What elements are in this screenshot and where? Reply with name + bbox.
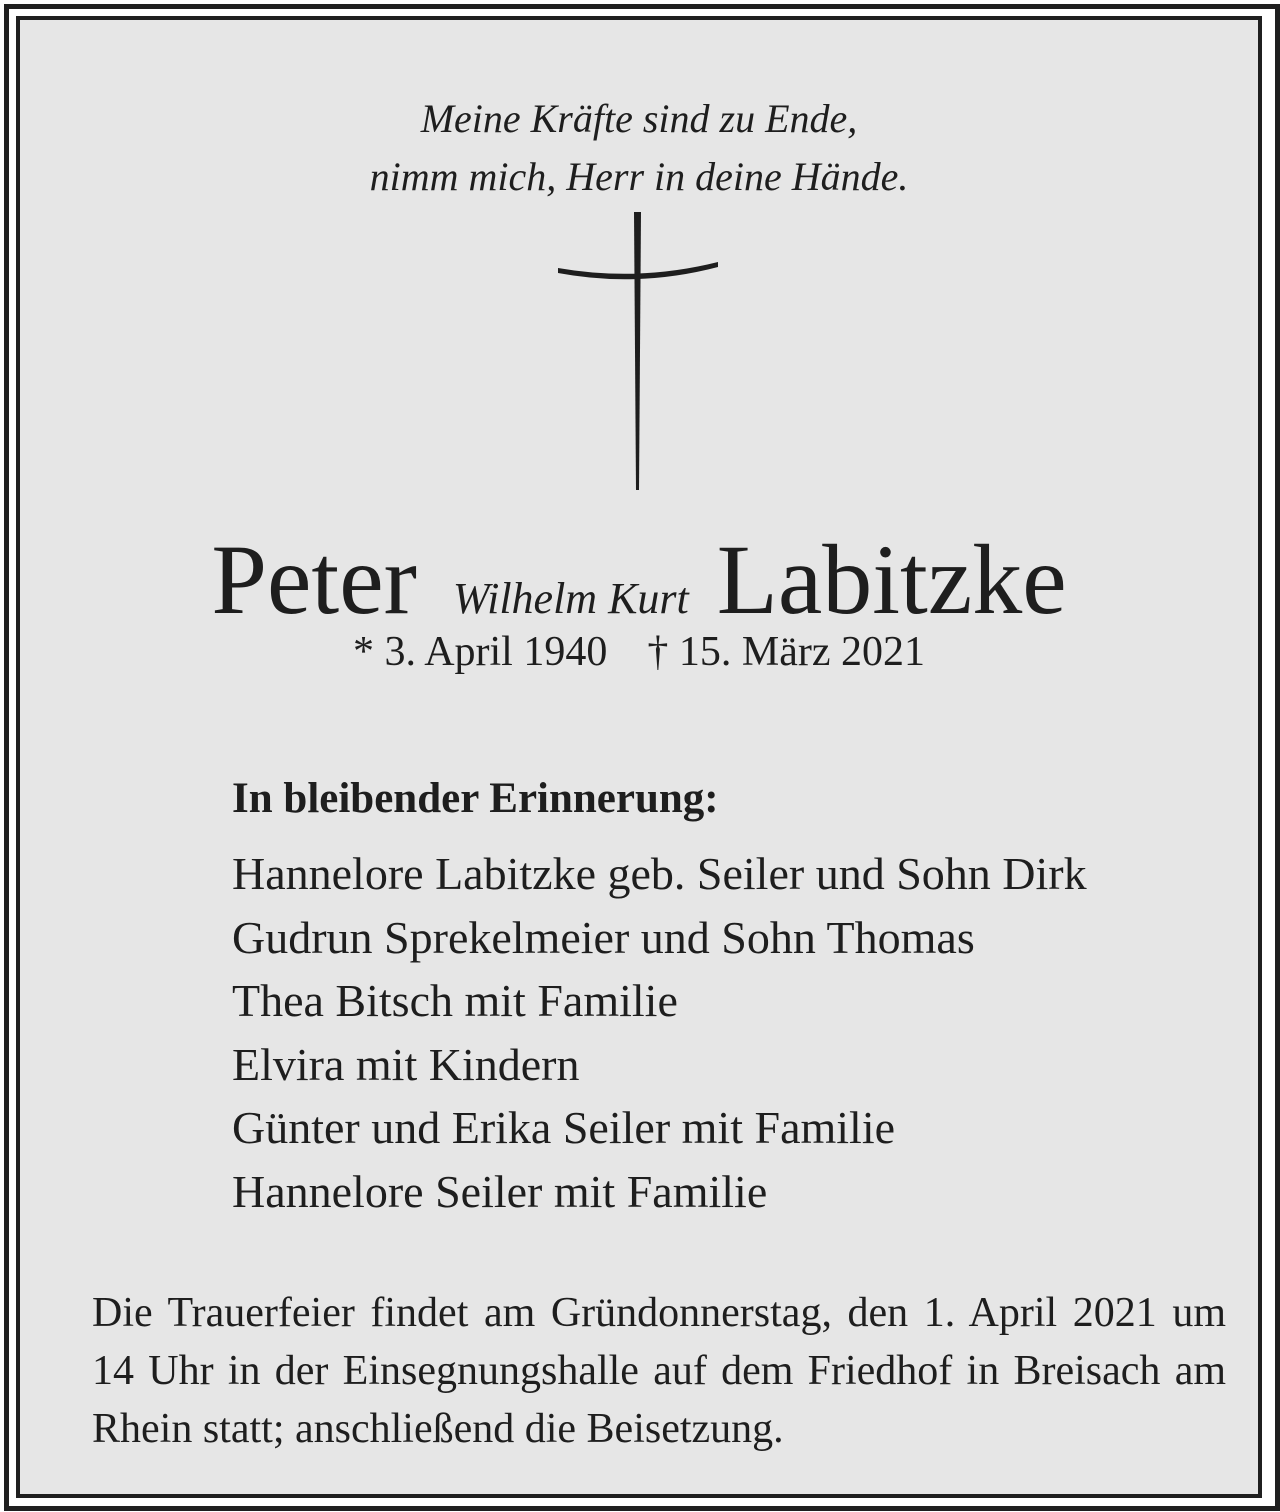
deceased-name — [20, 520, 1258, 640]
latin-cross-icon — [20, 20, 1258, 520]
memory-heading: In bleibender Erinnerung: — [232, 775, 719, 822]
mourner-item: Günter und Erika Seiler mit Familie — [232, 1102, 896, 1153]
funeral-service-notice: Die Trauerfeier findet am Gründonnerstag, den 1. April 2021 um 14 Uhr in der Einsegnungshalle auf dem Friedhof in Breisach am Rhein statt; anschließend die Beisetzung. — [92, 1290, 1226, 1452]
verse-line-2: nimm mich, Herr in deine Hände. — [369, 154, 909, 199]
birth-date: * 3. April 1940 — [353, 629, 608, 675]
last-name: Labitzke — [716, 524, 1067, 635]
verse-line-1: Meine Kräfte sind zu Ende, — [420, 96, 858, 141]
mourner-item: Hannelore Seiler mit Familie — [232, 1165, 768, 1217]
mourner-item: Elvira mit Kindern — [232, 1038, 580, 1090]
mourner-item: Hannelore Labitzke geb. Seiler und Sohn Dirk — [232, 848, 1087, 899]
obituary-card — [16, 16, 1262, 1498]
mourner-item: Gudrun Sprekelmeier und Sohn Thomas — [232, 911, 975, 963]
mourner-item: Thea Bitsch mit Familie — [232, 975, 678, 1026]
first-name: Peter — [211, 524, 417, 635]
life-dates — [20, 626, 1258, 678]
death-date: † 15. März 2021 — [647, 629, 925, 675]
middle-names: Wilhelm Kurt — [452, 574, 689, 623]
mourners-list — [232, 842, 1087, 1223]
